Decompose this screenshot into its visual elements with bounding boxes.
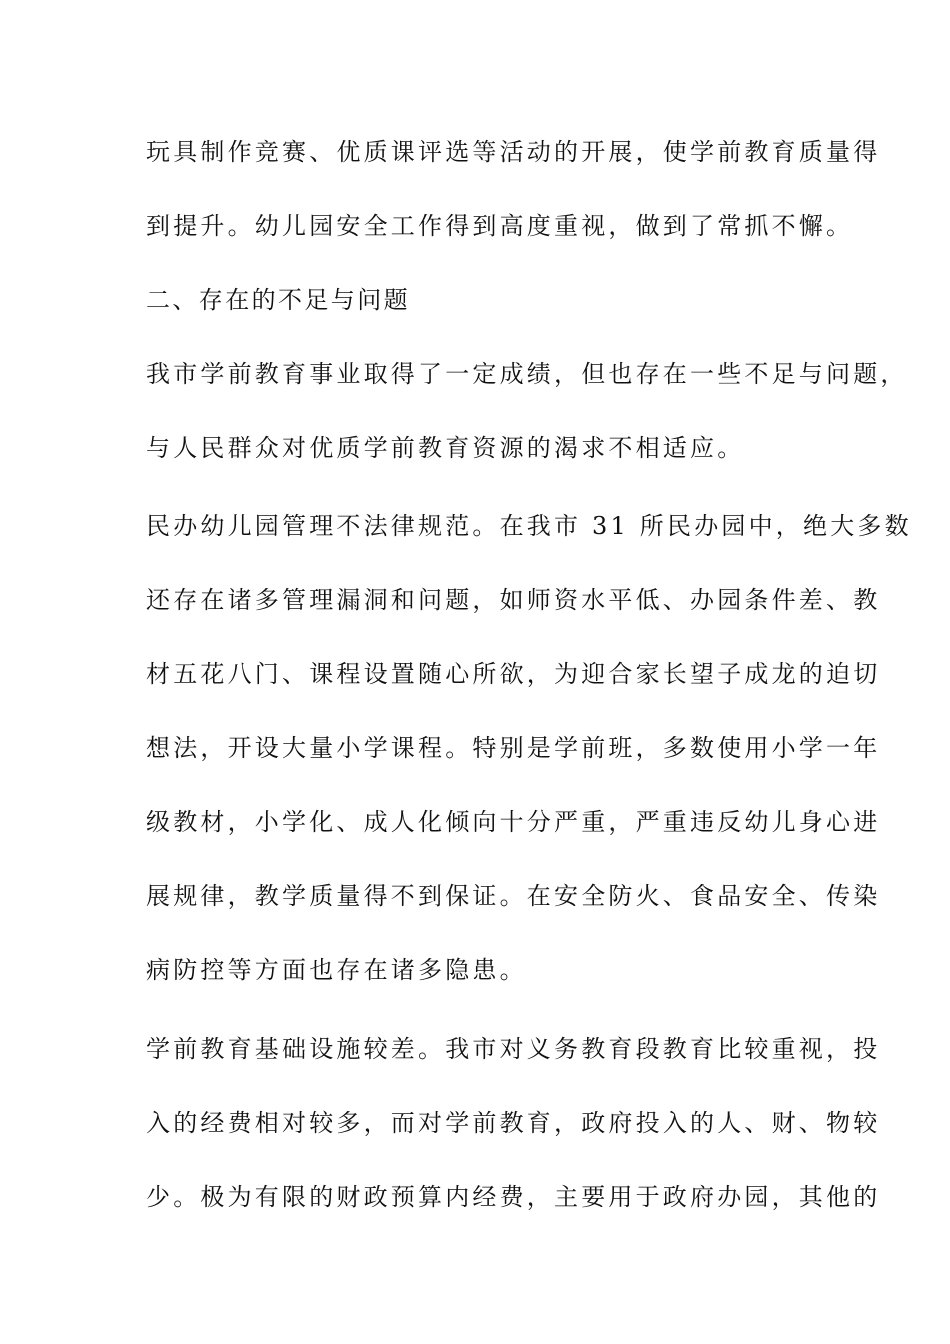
section-heading: 二、存在的不足与问题 [146,286,410,314]
paragraph-line: 还存在诸多管理漏洞和问题，如师资水平低、办园条件差、教 [146,586,881,614]
paragraph-line: 想法，开设大量小学课程。特别是学前班，多数使用小学一年 [146,734,881,762]
paragraph-line: 民办幼儿园管理不法律规范。在我市 31 所民办园中，绝大多数 [146,512,912,540]
paragraph-line: 玩具制作竞赛、优质课评选等活动的开展，使学前教育质量得 [146,138,881,166]
paragraph-line: 病防控等方面也存在诸多隐患。 [146,956,527,984]
paragraph-line: 与人民群众对优质学前教育资源的渴求不相适应。 [146,434,745,462]
paragraph-line: 入的经费相对较多，而对学前教育，政府投入的人、财、物较 [146,1109,881,1137]
paragraph-line: 级教材，小学化、成人化倾向十分严重，严重违反幼儿身心进 [146,808,881,836]
paragraph-line: 我市学前教育事业取得了一定成绩，但也存在一些不足与问题， [146,360,908,388]
paragraph-line: 学前教育基础设施较差。我市对义务教育段教育比较重视，投 [146,1035,881,1063]
paragraph-line: 少。极为有限的财政预算内经费，主要用于政府办园，其他的 [146,1183,881,1211]
paragraph-line: 展规律，教学质量得不到保证。在安全防火、食品安全、传染 [146,882,881,910]
paragraph-line: 材五花八门、课程设置随心所欲，为迎合家长望子成龙的迫切 [146,660,881,688]
paragraph-line: 到提升。幼儿园安全工作得到高度重视，做到了常抓不懈。 [146,212,854,240]
